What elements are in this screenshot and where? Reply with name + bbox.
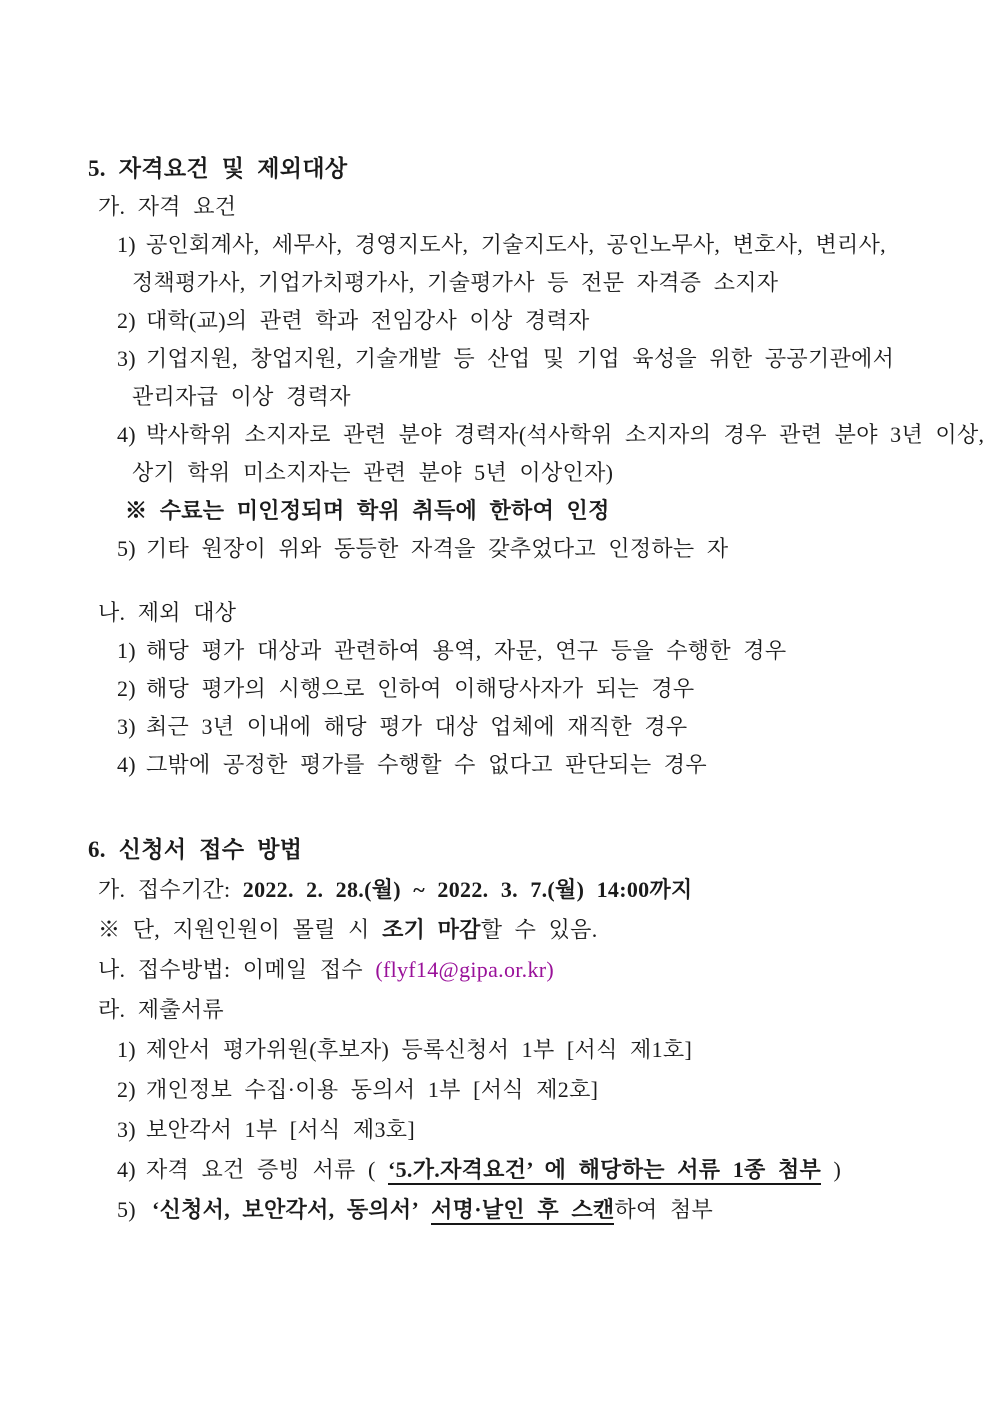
list-item — [117, 1110, 952, 1150]
note-prefix: ※ 단, 지원인원이 몰릴 시 — [98, 917, 383, 942]
note-bold: 조기 마감 — [382, 917, 481, 942]
list-item — [117, 670, 952, 708]
item-number: 1) — [117, 232, 136, 257]
item-text: 기업지원, 창업지원, 기술개발 등 산업 및 기업 육성을 위한 공공기관에서 — [145, 346, 895, 371]
note-suffix: 할 수 있음. — [480, 917, 598, 942]
list-item — [117, 708, 952, 746]
item-text: 보안각서 1부 [서식 제3호] — [145, 1117, 415, 1142]
email-link[interactable]: (flyf14@gipa.or.kr) — [375, 957, 555, 982]
list-item — [117, 1150, 952, 1190]
early-close-note-line — [98, 910, 952, 950]
item-number: 5) — [117, 1197, 136, 1222]
item-number: 3) — [117, 1117, 136, 1142]
section-6-heading: 6. 신청서 접수 방법 — [88, 837, 303, 862]
submission-method-label: 나. 접수방법: 이메일 접수 — [98, 957, 376, 982]
item-text: 박사학위 소지자로 관련 분야 경력자(석사학위 소지자의 경우 관련 분야 3년 이상, — [145, 422, 985, 447]
submission-period-line — [98, 870, 952, 910]
item-text-bold: ‘신청서, 보안각서, 동의서’ — [151, 1197, 420, 1222]
list-item — [117, 1190, 952, 1230]
item-number: 3) — [117, 346, 136, 371]
list-item — [117, 1070, 952, 1110]
item-number: 2) — [117, 308, 136, 333]
item-text: 그밖에 공정한 평가를 수행할 수 없다고 판단되는 경우 — [145, 752, 707, 777]
item-text-prefix: 자격 요건 증빙 서류 ( — [145, 1157, 388, 1182]
item-number: 4) — [117, 1157, 136, 1182]
item-text-underlined: 서명·날인 후 스캔 — [431, 1197, 614, 1225]
item-number: 1) — [117, 1037, 136, 1062]
item-number: 5) — [117, 536, 136, 561]
documents-subheading: 라. 제출서류 — [98, 997, 224, 1022]
item-text: 최근 3년 이내에 해당 평가 대상 업체에 재직한 경우 — [145, 714, 688, 739]
item-text-underlined: ‘5.가.자격요건’ 에 해당하는 서류 1종 첨부 — [388, 1157, 821, 1185]
submission-period-label: 가. 접수기간: — [98, 877, 243, 902]
item-continuation: 상기 학위 미소지자는 관련 분야 5년 이상인자) — [132, 460, 614, 485]
item-number: 3) — [117, 714, 136, 739]
item-text-suffix: ) — [821, 1157, 842, 1182]
item-number: 1) — [117, 638, 136, 663]
submission-method-line — [98, 950, 952, 990]
item-text: 기타 원장이 위와 동등한 자격을 갖추었다고 인정하는 자 — [145, 536, 729, 561]
section-5-heading: 5. 자격요건 및 제외대상 — [88, 156, 348, 181]
item-number: 2) — [117, 1077, 136, 1102]
list-item — [117, 226, 952, 264]
list-item — [117, 632, 952, 670]
item-text: 공인회계사, 세무사, 경영지도사, 기술지도사, 공인노무사, 변호사, 변리사, — [145, 232, 886, 257]
section-6 — [88, 830, 952, 1230]
spacer — [88, 568, 952, 594]
list-item — [117, 530, 952, 568]
section-5 — [88, 150, 985, 784]
item-number: 2) — [117, 676, 136, 701]
item-text: 해당 평가의 시행으로 인하여 이해당사자가 되는 경우 — [145, 676, 695, 701]
item-text-suffix: 하여 첨부 — [614, 1197, 714, 1222]
note-degree-recognition: ※ 수료는 미인정되며 학위 취득에 한하여 인정 — [125, 498, 610, 523]
spacer — [88, 784, 952, 830]
submission-period-value: 2022. 2. 28.(월) ~ 2022. 3. 7.(월) 14:00까지 — [242, 877, 693, 902]
item-number: 4) — [117, 422, 136, 447]
section-5a-subheading: 가. 자격 요건 — [98, 194, 237, 219]
section-5b-subheading: 나. 제외 대상 — [98, 600, 237, 625]
list-item — [117, 302, 952, 340]
item-number: 4) — [117, 752, 136, 777]
item-text: 개인정보 수집·이용 동의서 1부 [서식 제2호] — [145, 1077, 599, 1102]
item-continuation: 관리자급 이상 경력자 — [132, 384, 351, 409]
list-item — [117, 1030, 952, 1070]
list-item — [117, 340, 952, 378]
list-item — [117, 746, 952, 784]
item-text: 대학(교)의 관련 학과 전임강사 이상 경력자 — [145, 308, 590, 333]
item-text: 제안서 평가위원(후보자) 등록신청서 1부 [서식 제1호] — [145, 1037, 693, 1062]
item-continuation: 정책평가사, 기업가치평가사, 기술평가사 등 전문 자격증 소지자 — [132, 270, 779, 295]
list-item — [117, 416, 985, 454]
item-text: 해당 평가 대상과 관련하여 용역, 자문, 연구 등을 수행한 경우 — [145, 638, 787, 663]
